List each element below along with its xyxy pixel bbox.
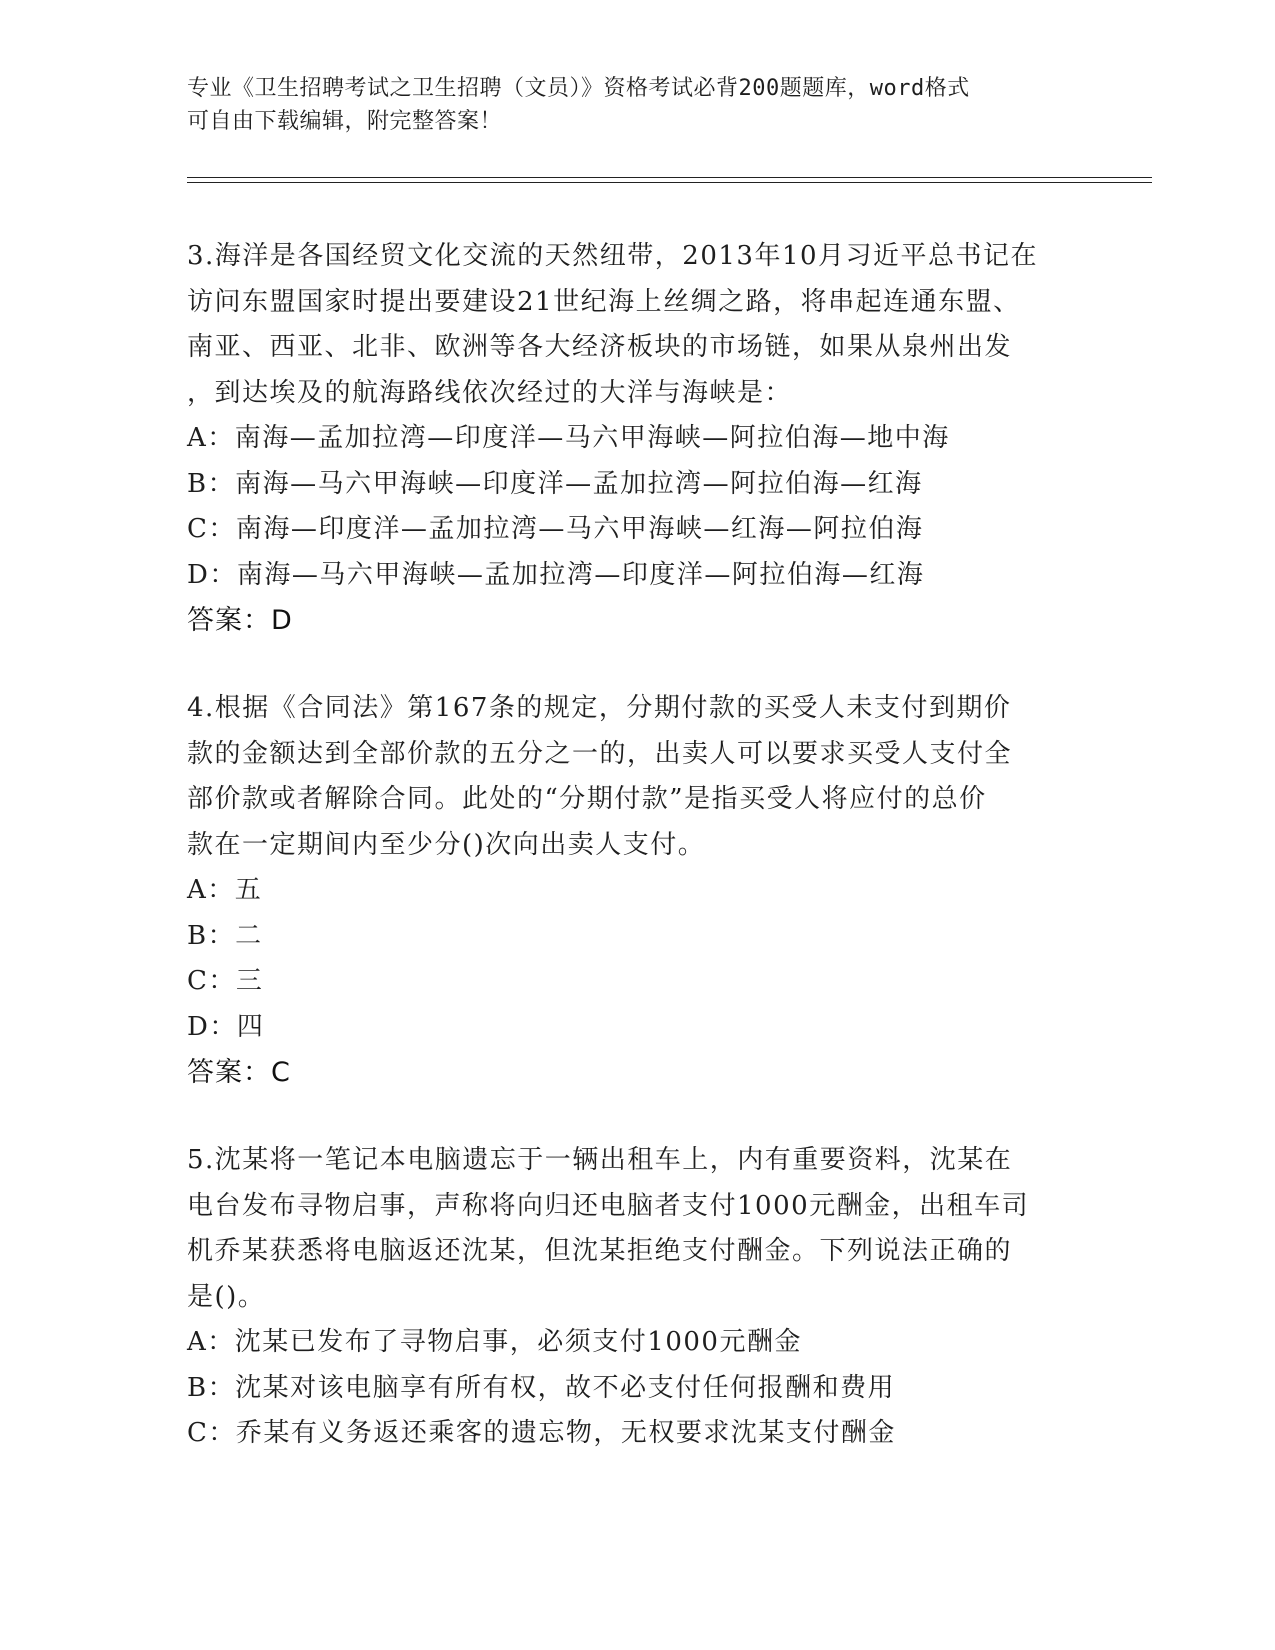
question-text-line: 5.沈某将一笔记本电脑遗忘于一辆出租车上，内有重要资料，沈某在 — [187, 1145, 1013, 1175]
header-line-2: 可自由下载编辑，附完整答案！ — [187, 109, 503, 134]
header-divider-bottom — [187, 182, 1152, 183]
option-c: C：三 — [187, 966, 264, 996]
question-text-line: 访问东盟国家时提出要建设21世纪海上丝绸之路，将串起连通东盟、 — [187, 286, 1021, 317]
question-list — [187, 234, 1087, 1457]
question-3 — [187, 234, 1087, 644]
header-line-1: 专业《卫生招聘考试之卫生招聘（文员）》资格考试必背200题题库，word格式 — [187, 76, 970, 101]
option-c: C：乔某有义务返还乘客的遗忘物，无权要求沈某支付酬金 — [187, 1418, 896, 1448]
answer-label: 答案：D — [187, 605, 293, 636]
question-text-line: 是()。 — [187, 1281, 266, 1312]
document-header — [187, 72, 1067, 138]
option-d: D：南海—马六甲海峡—孟加拉湾—印度洋—阿拉伯海—红海 — [187, 559, 925, 590]
option-a: A：沈某已发布了寻物启事，必须支付1000元酬金 — [187, 1327, 802, 1357]
answer-label: 答案：C — [187, 1057, 291, 1088]
option-b: B：沈某对该电脑享有所有权，故不必支付任何报酬和费用 — [187, 1372, 896, 1403]
question-text-line: 电台发布寻物启事，声称将向归还电脑者支付1000元酬金，出租车司 — [187, 1190, 1030, 1221]
question-text-line: 3.海洋是各国经贸文化交流的天然纽带，2013年10月习近平总书记在 — [187, 241, 1039, 271]
question-text-line: 款的金额达到全部价款的五分之一的，出卖人可以要求买受人支付全 — [187, 738, 1013, 769]
question-text-line: 部价款或者解除合同。此处的“分期付款”是指买受人将应付的总价 — [187, 784, 987, 814]
option-c: C：南海—印度洋—孟加拉湾—马六甲海峡—红海—阿拉伯海 — [187, 514, 924, 544]
question-4 — [187, 686, 1087, 1096]
option-a: A：五 — [187, 875, 263, 905]
question-text-line: 款在一定期间内至少分()次向出卖人支付。 — [187, 829, 706, 860]
question-text-line: 机乔某获悉将电脑返还沈某，但沈某拒绝支付酬金。下列说法正确的 — [187, 1236, 1013, 1266]
option-d: D：四 — [187, 1011, 265, 1042]
option-b: B：南海—马六甲海峡—印度洋—孟加拉湾—阿拉伯海—红海 — [187, 468, 923, 499]
option-a: A：南海—孟加拉湾—印度洋—马六甲海峡—阿拉伯海—地中海 — [187, 423, 950, 453]
question-text-line: 4.根据《合同法》第167条的规定，分期付款的买受人未支付到期价 — [187, 693, 1012, 723]
header-divider-top — [187, 177, 1152, 178]
option-b: B：二 — [187, 920, 263, 951]
question-text-line: 南亚、西亚、北非、欧洲等各大经济板块的市场链，如果从泉州出发 — [187, 332, 1013, 362]
question-5 — [187, 1138, 1087, 1457]
question-text-line: ，到达埃及的航海路线依次经过的大洋与海峡是： — [187, 377, 793, 408]
